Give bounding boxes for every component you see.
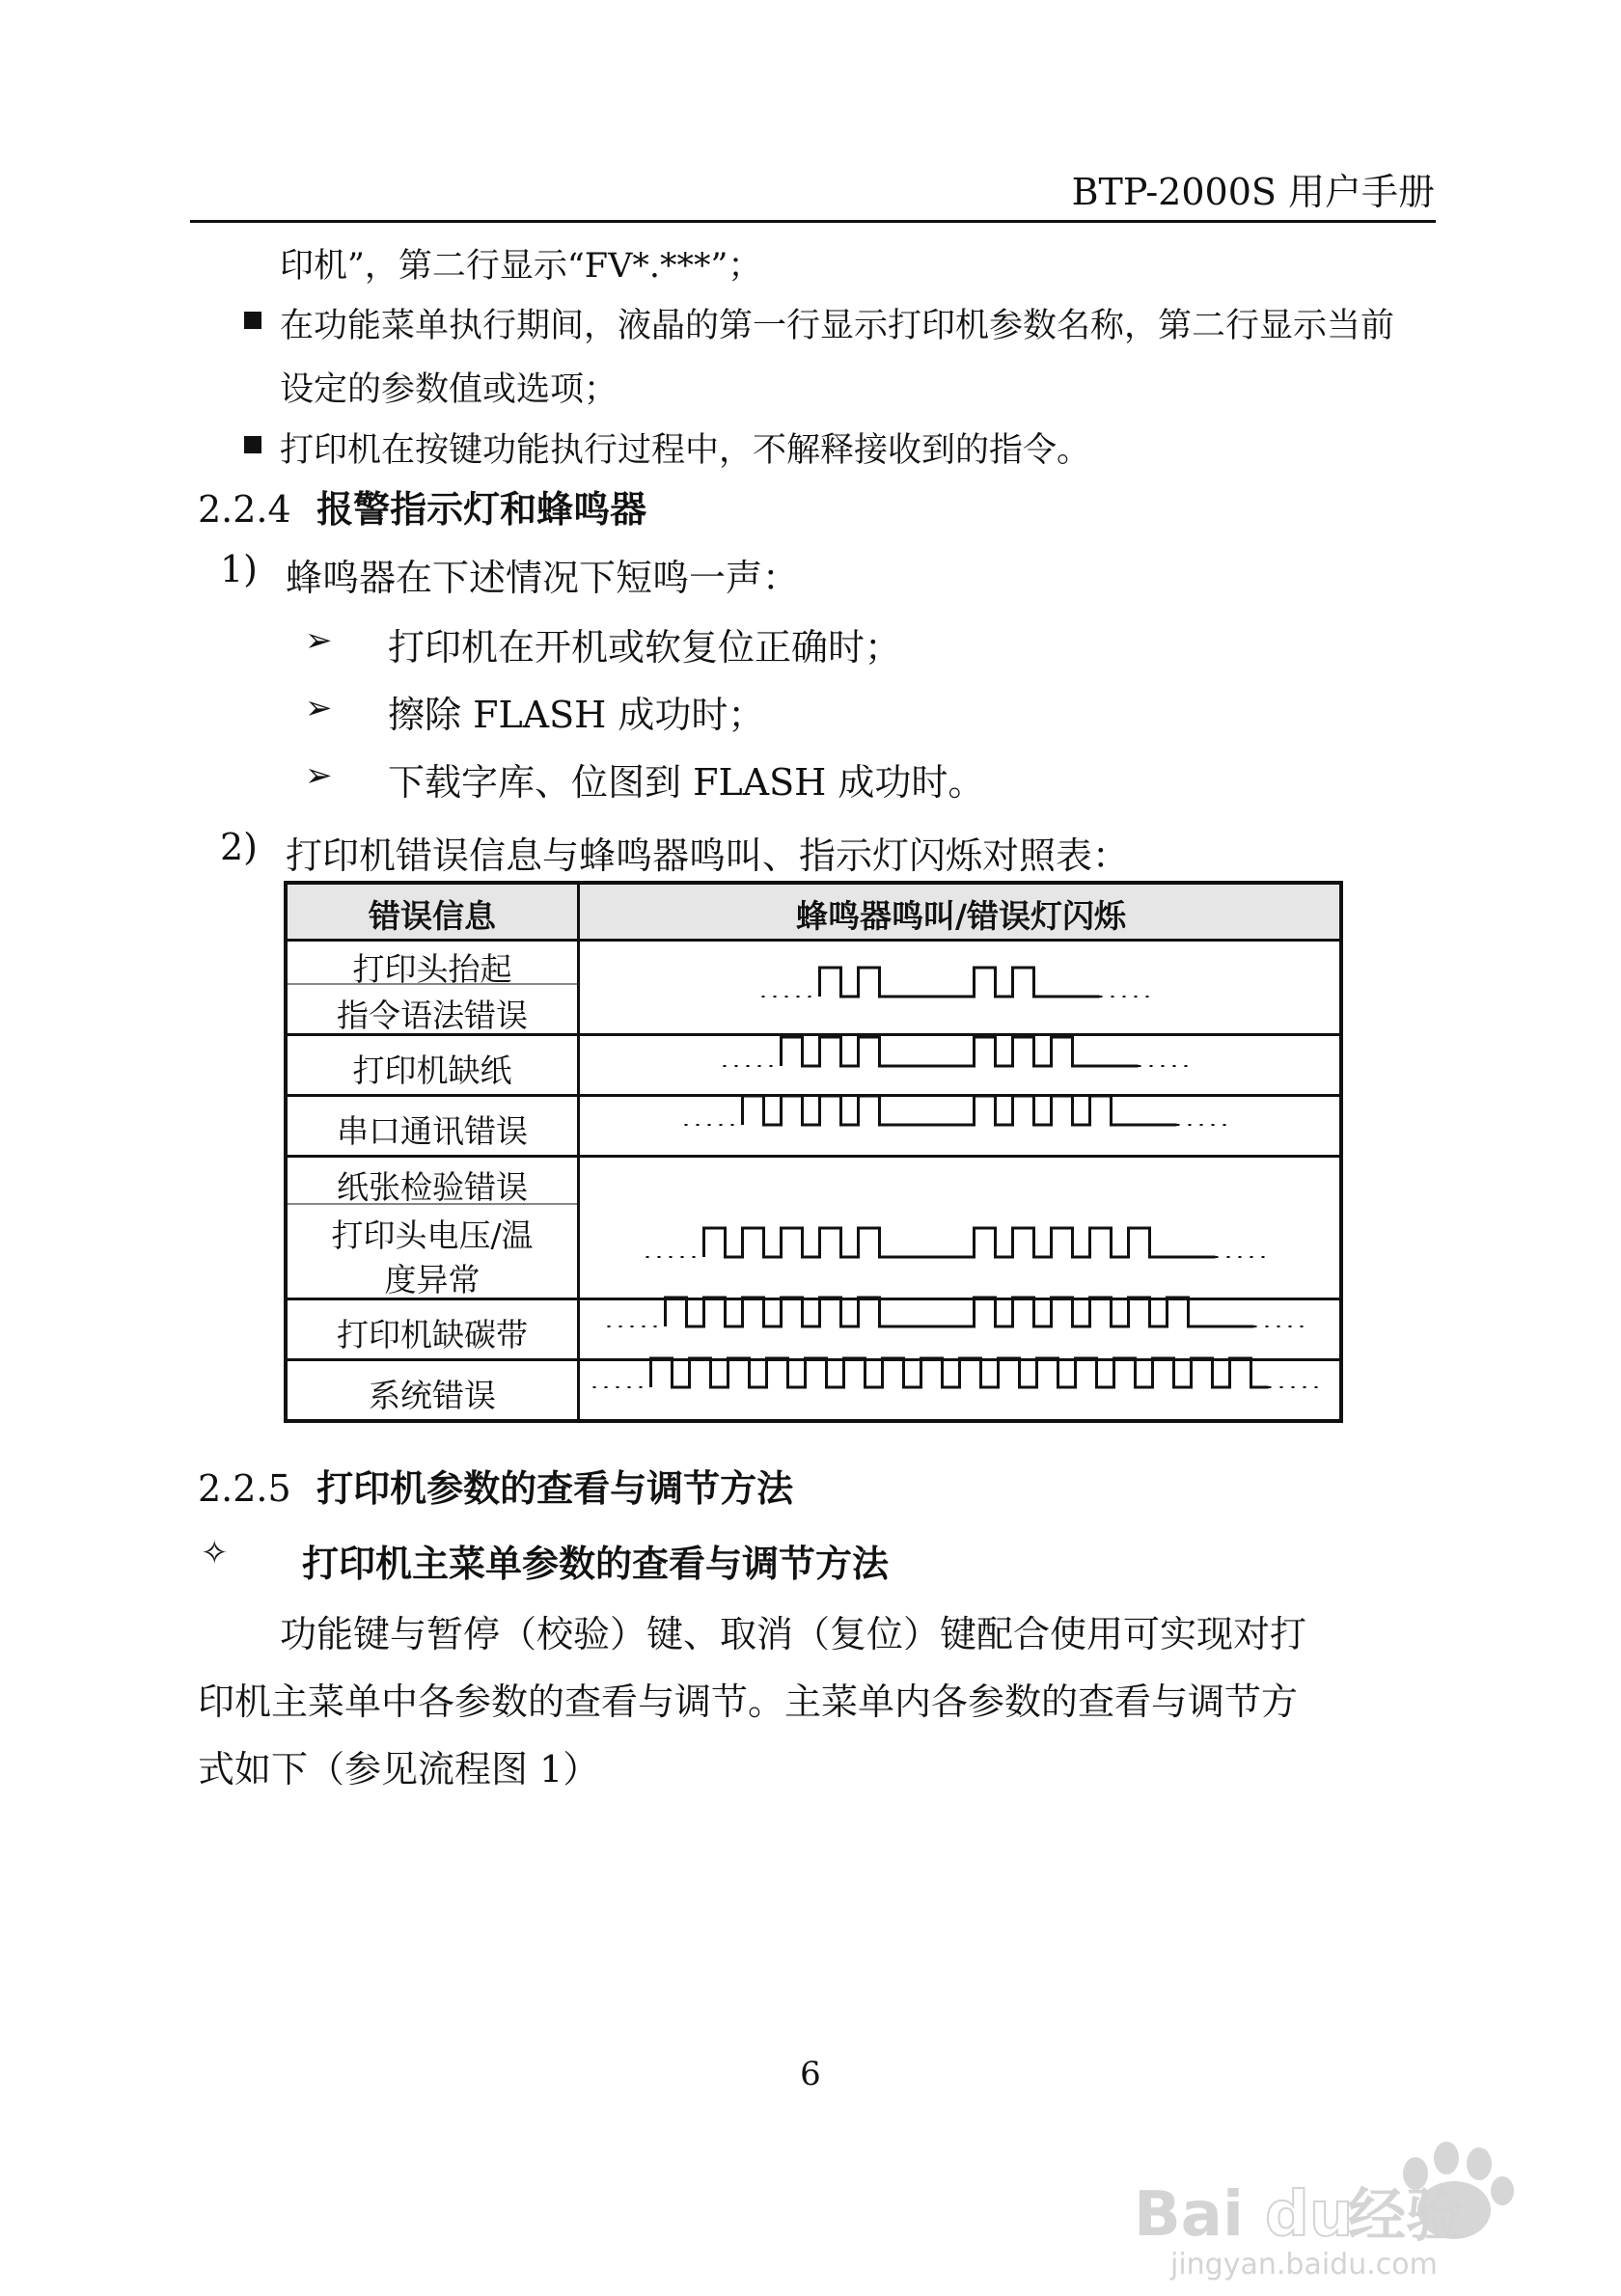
table-row-label: 指令语法错误 (337, 997, 528, 1034)
section-225-heading (198, 1459, 793, 1512)
bullet-1-line-2: 设定的参数值或选项； (280, 370, 618, 409)
waveform-pulses (651, 1358, 1269, 1387)
waveform-pulses (820, 968, 1100, 997)
table-row-label: 打印头电压/温 (331, 1216, 534, 1254)
table-header-error-info: 错误信息 (369, 897, 496, 935)
page-number: 6 (800, 2055, 821, 2093)
waveform-pulses (666, 1298, 1254, 1326)
sub-heading: 打印机主菜单参数的查看与调节方法 (302, 1543, 890, 1585)
bullet-2-line-1: 打印机在按键功能执行过程中，不解释接收到的指令。 (280, 431, 1091, 470)
table-row-label: 打印头抬起 (352, 950, 512, 988)
table-header-signal: 蜂鸣器鸣叫/错误灯闪烁 (795, 897, 1127, 935)
paragraph-line-3: 式如下（参见流程图 1） (198, 1748, 600, 1790)
watermark-brand: Bai (1134, 2179, 1244, 2251)
item-2-number: 2) (220, 826, 259, 868)
square-bullet-icon (244, 436, 261, 457)
section-224-heading (198, 479, 646, 533)
watermark-graphic (1124, 2127, 1529, 2282)
watermark-cn: 经验 (1348, 2182, 1464, 2250)
arrow-bullet-icon: ➢ (305, 621, 333, 660)
square-bullet-icon (244, 312, 261, 333)
waveform-pulses (704, 1228, 1216, 1257)
arrow-bullet-icon: ➢ (305, 756, 333, 795)
watermark-url: jingyan.baidu.com (1170, 2248, 1438, 2282)
sub-item-1: 打印机在开机或软复位正确时； (388, 626, 902, 669)
intro-line: 印机”，第二行显示“FV*.***”； (280, 247, 762, 286)
table-row-label: 度异常 (384, 1261, 481, 1298)
waveform-canvas (580, 885, 1339, 1419)
bullet-1-line-1: 在功能菜单执行期间，液晶的第一行显示打印机参数名称，第二行显示当前 (280, 307, 1395, 345)
paragraph-line-1: 功能键与暂停（校验）键、取消（复位）键配合使用可实现对打 (280, 1613, 1307, 1655)
table-row-label: 打印机缺碳带 (337, 1316, 528, 1353)
error-signal-table (284, 881, 1343, 1423)
table-row-label: 系统错误 (369, 1377, 496, 1414)
arrow-bullet-icon: ➢ (305, 689, 333, 727)
watermark-brand2: du (1265, 2179, 1354, 2251)
header-divider (190, 220, 1436, 223)
item-1-number: 1) (220, 548, 259, 590)
table-row-label: 串口通讯错误 (337, 1112, 528, 1150)
table-row-label: 打印机缺纸 (352, 1052, 512, 1089)
header-title: BTP-2000S 用户手册 (1071, 171, 1435, 213)
diamond-star-icon: ✧ (201, 1534, 229, 1572)
item-1-text: 蜂鸣器在下述情况下短鸣一声： (286, 557, 800, 599)
sub-item-2: 擦除 FLASH 成功时； (388, 694, 765, 736)
waveform-pulses (743, 1096, 1177, 1125)
section-title: 打印机参数的查看与调节方法 (316, 1467, 794, 1510)
baidu-jingyan-watermark (1124, 2127, 1529, 2282)
section-number: 2.2.4 (198, 488, 291, 531)
item-2-text: 打印机错误信息与蜂鸣器鸣叫、指示灯闪烁对照表： (286, 834, 1130, 877)
table-row-label: 纸张检验错误 (337, 1168, 528, 1206)
paragraph-line-2: 印机主菜单中各参数的查看与调节。主菜单内各参数的查看与调节方 (198, 1681, 1299, 1723)
section-number: 2.2.5 (198, 1467, 291, 1510)
section-title: 报警指示灯和蜂鸣器 (316, 488, 647, 531)
sub-item-3: 下载字库、位图到 FLASH 成功时。 (388, 761, 985, 804)
waveform-pulses (782, 1037, 1139, 1066)
